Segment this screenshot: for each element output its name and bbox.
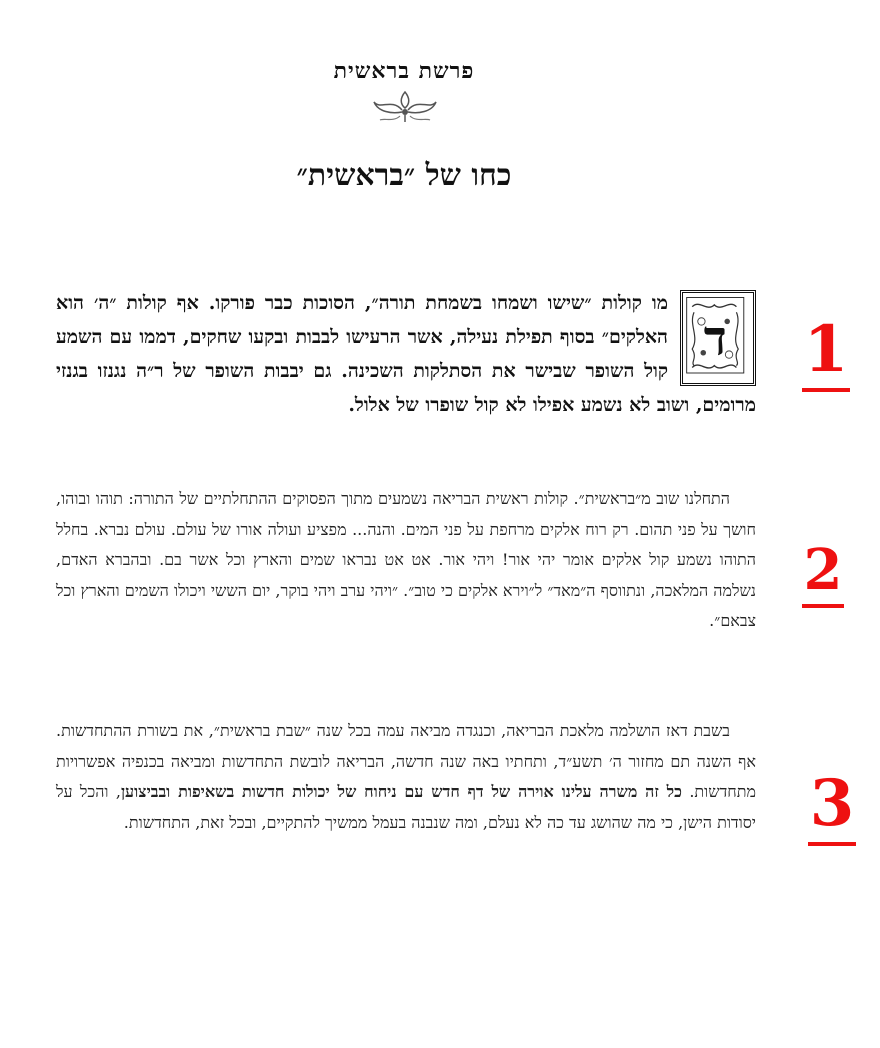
dropcap-letter: ד — [703, 310, 727, 367]
marker-3 — [808, 766, 856, 846]
marker-1-number: 1 — [803, 312, 849, 387]
marker-1 — [802, 312, 850, 392]
marker-2-number: 2 — [803, 537, 843, 603]
paragraph-3 — [56, 716, 756, 838]
dropcap-letter-icon — [680, 290, 756, 386]
marker-3-number: 3 — [809, 766, 855, 841]
article-title: כחו של ״בראשית״ — [296, 158, 512, 193]
marker-2-underline — [802, 604, 844, 608]
paragraph-3-bold-text: כל זה משרה עלינו אוירה של דף חדש עם ניחוח של יכולות חדשות בשאיפות ובביצוען — [120, 782, 682, 801]
paragraph-3-text-start: בשבת דאז הושלמה מלאכת הבריאה, וכנגדה מביאה עמה בכל שנה ״שבת בראשית״, את בשורת ההתחדשות. אף השנה תם מחזור ה׳ תשע״ד, ותחתיו באה שנה חדשה, הבריאה לובשת התחדשות ומביאה בכנפיה אפשרויות מתחדשות. — [56, 721, 756, 801]
ornament-icon — [370, 88, 440, 124]
marker-1-underline — [802, 388, 850, 392]
marker-3-underline — [808, 842, 856, 846]
paragraph-3-text-end: , והכל על יסודות הישן, כי מה שהושג עד כה לא נעלם, ומה שנבנה בעמל ממשיך להתקיים, ובכל זאת, התחדשות. — [56, 782, 756, 832]
marker-2 — [802, 537, 844, 608]
paragraph-1-text: מו קולות ״שישו ושמחו בשמחת תורה״, הסוכות כבר פורקו. אף קולות ״ה׳ הוא האלקים״ בסוף תפילת נעילה, אשר הרעישו לבבות ובקעו שחקים, דממו עם השמע קול השופר שבישר את הסתלקות השכינה. גם יבבות השופר של ר״ה נגנזו בגנזי מרומים, ושוב לא נשמע אפילו לא קול שופרו של אלול. — [56, 292, 756, 416]
paragraph-1 — [56, 286, 756, 422]
parasha-header: פרשת בראשית — [333, 58, 475, 84]
paragraph-2 — [56, 484, 756, 637]
paragraph-2-text: התחלנו שוב מ״בראשית״. קולות ראשית הבריאה נשמעים מתוך הפסוקים ההתחלתיים של התורה: תוהו ובוהו, חושך על פני תהום. רק רוח אלקים מרחפת על פני המים. והנה... מפציע ועולה אורו של עולם. עולם נברא. בחלל התוהו נשמע קול אלקים אומר יהי אור! ויהי אור. אט אט נבראו שמים והארץ וכל אשר בם. ובהברא האדם, נשלמה המלאכה, ונתווסף ה״מאד״ ל״וירא אלקים כי טוב״. ״ויהי ערב ויהי בוקר, יום הששי ויכולו השמים והארץ וכל צבאם״. — [56, 489, 757, 630]
